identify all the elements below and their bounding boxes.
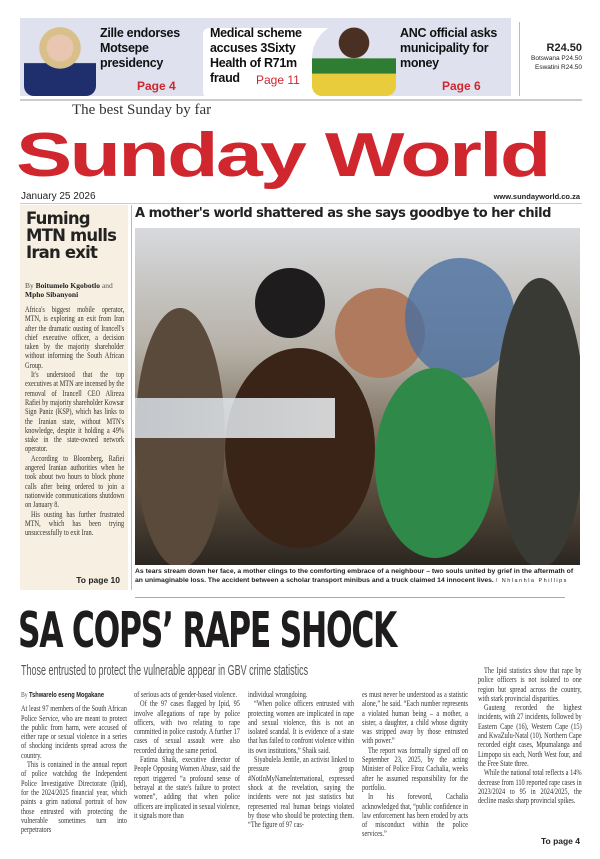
sidebar-body — [25, 305, 124, 537]
price-main: R24.50 — [546, 42, 582, 54]
paragraph: Siyabulela Jentile, an activist linked to pressure group #NotInMyNameInternational, expressed shock at the revelation, saying the incidents were not just statistics but represented real human beings violated by those who should be protecting them. “The figure of 97 cas- — [248, 755, 354, 830]
teaser-page-1[interactable]: Page 4 — [137, 79, 176, 93]
paragraph: In his foreword, Cachalia acknowledged that, “public confidence in law enforcement has been eroded by acts of misconduct within the police services.” — [362, 792, 468, 839]
paragraph: of serious acts of gender-based violence. — [134, 690, 238, 699]
paragraph: It's understood that the top executives at MTN are incensed by the removal of Irancell CEO Alireza Rafiei by majority shareholder Kowsar Sign Paniz (KSP), which has links to the Iranian state, without MTN's knowledge, despite it holding a 49% stake in the state-owned network operator. — [25, 370, 125, 454]
paragraph: Africa's biggest mobile operator, MTN, is exploring an exit from Iran after the dramatic ousting of Irancell's chief executive officer, a decision taken by the majority shareholder without informing the South African Group. — [25, 305, 125, 370]
byline-prefix: By — [25, 281, 34, 290]
lead-subhead: Those entrusted to protect the vulnerable appear in GBV crime statistics — [21, 662, 309, 679]
teaser-headline-2[interactable]: Medical scheme accuses 3Sixty Health of R71m fraud — [210, 26, 302, 85]
masthead-tagline: The best Sunday by far — [72, 102, 212, 118]
caption-text: As tears stream down her face, a mother clings to the comforting embrace of a neighbour – two souls united by grief in the aftermath of an unimaginable loss. The accident between a scholar transport minibus and a truck claimed 14 innocent lives. — [135, 568, 574, 584]
lead-column-2 — [134, 690, 240, 820]
lead-column-1 — [21, 690, 127, 834]
issue-date: January 25 2026 — [21, 191, 96, 202]
lead-column-5 — [478, 666, 582, 805]
price-botswana: Botswana P24.50 — [531, 55, 582, 62]
teaser-photo-anc — [312, 20, 396, 96]
price-box — [520, 42, 582, 72]
paragraph: According to Bloomberg, Rafiei angered Iranian authorities when he took about two hours to block phone calls after being ordered to join a nationwide communications shutdown on January 8. — [25, 453, 125, 510]
grief-photo — [135, 228, 580, 565]
teaser-banner — [20, 18, 511, 96]
photo-caption — [135, 568, 580, 585]
photo-story-headline[interactable]: A mother's world shattered as she says goodbye to her child — [135, 206, 551, 221]
paragraph: “When police officers entrusted with protecting women are implicated in rape and sexual violence, this is not an isolated scandal. It is evidence of a state that has failed to confront violence within its own institutions,” Shaik said. — [248, 699, 354, 755]
masthead-logo[interactable]: Sunday World — [16, 121, 549, 190]
paragraph: His ousting has further frustrated MTN, which has been trying unsuccessfully to exit Iran. — [25, 509, 125, 538]
paragraph: This is contained in the annual report of police watchdog the Independent Police Investigative Directorate (Ipid), for the 2024/2025 financial year, which paints a grim national portrait of how those entrusted with protecting the vulnerable sometimes turn into perpetrators — [21, 760, 127, 835]
paragraph: The Ipid statistics show that rape by police officers is not isolated to one region but spread across the country, with stark provincial disparities. — [478, 666, 582, 703]
sidebar-byline — [25, 281, 125, 299]
paragraph: The report was formally signed off on September 23, 2025, by the acting Minister of Police Firoz Cachalia, weeks after he assumed responsibility for the portfolio. — [362, 745, 468, 792]
byline-prefix: By — [21, 690, 28, 699]
sidebar-headline[interactable]: Fuming MTN mulls Iran exit — [26, 209, 117, 262]
lead-headline[interactable]: SA COPS’ RAPE SHOCK — [18, 602, 397, 659]
paragraph: Fatima Shaik, executive director of People Opposing Women Abuse, said the report triggered “a profound sense of betrayal at the state's failure to protect women”, adding that when police officers are implicated in sexual violence, it signals more than — [134, 755, 240, 820]
paragraph: While the national total reflects a 14% decrease from 110 reported rape cases in 2023/2024 to 95 in 2024/2025, the decline masks sharp provincial spikes. — [478, 768, 582, 806]
sidebar-story — [20, 205, 128, 590]
sidebar-jump-link[interactable]: To page 10 — [76, 575, 120, 585]
teaser-page-3[interactable]: Page 6 — [442, 79, 481, 93]
byline-author: Boitumelo Kgobotlo — [35, 281, 101, 290]
byline-author: Tshwarelo eseng Mogakane — [29, 690, 105, 699]
paragraph: individual wrongdoing. — [248, 690, 308, 699]
lead-byline — [21, 690, 127, 699]
teaser-headline-1[interactable]: Zille endorses Motsepe presidency — [100, 26, 180, 70]
paragraph: es must never be understood as a statistic alone,” he said. “Each number represents a violated human being – a mother, a sister, a daughter, a child whose dignity was stripped away by those entrusted with power.” — [362, 690, 468, 746]
paragraph: Gauteng recorded the highest incidents, with 27 incidents, followed by Eastern Cape (16), Western Cape (15) and KwaZulu-Natal (10). Northern Cape recorded eight cases, Mpumalanga and Limpopo six each, North West four, and the Free State three. — [478, 703, 582, 768]
byline-author: Mpho Sibanyoni — [25, 290, 79, 299]
divider — [131, 205, 132, 590]
lead-column-4 — [362, 690, 468, 839]
paragraph: Of the 97 cases flagged by Ipid, 95 involve allegations of rape by police officers, with two relating to rape committed in police custody. A further 17 cases of sexual assault were also recorded during the same period. — [134, 699, 240, 755]
teaser-photo-zille — [24, 22, 96, 96]
teaser-headline-3[interactable]: ANC official asks municipality for money — [400, 26, 498, 70]
lead-jump-link[interactable]: To page 4 — [540, 836, 580, 846]
lead-column-3 — [248, 690, 354, 829]
photo-credit: / Nhlanhla Phillips — [495, 577, 568, 584]
byline-and: and — [101, 281, 113, 290]
divider — [20, 203, 582, 204]
teaser-page-2[interactable]: Page 11 — [256, 73, 300, 87]
divider — [135, 597, 565, 598]
divider — [20, 99, 582, 101]
paragraph: At least 97 members of the South African Police Service, who are meant to protect the public from harm, were accused of either rape or sexual violence in a series of shocking incidents spread across the country. — [21, 704, 127, 760]
price-eswatini: Eswatini R24.50 — [535, 64, 582, 71]
website-link[interactable]: www.sundayworld.co.za — [493, 192, 580, 201]
